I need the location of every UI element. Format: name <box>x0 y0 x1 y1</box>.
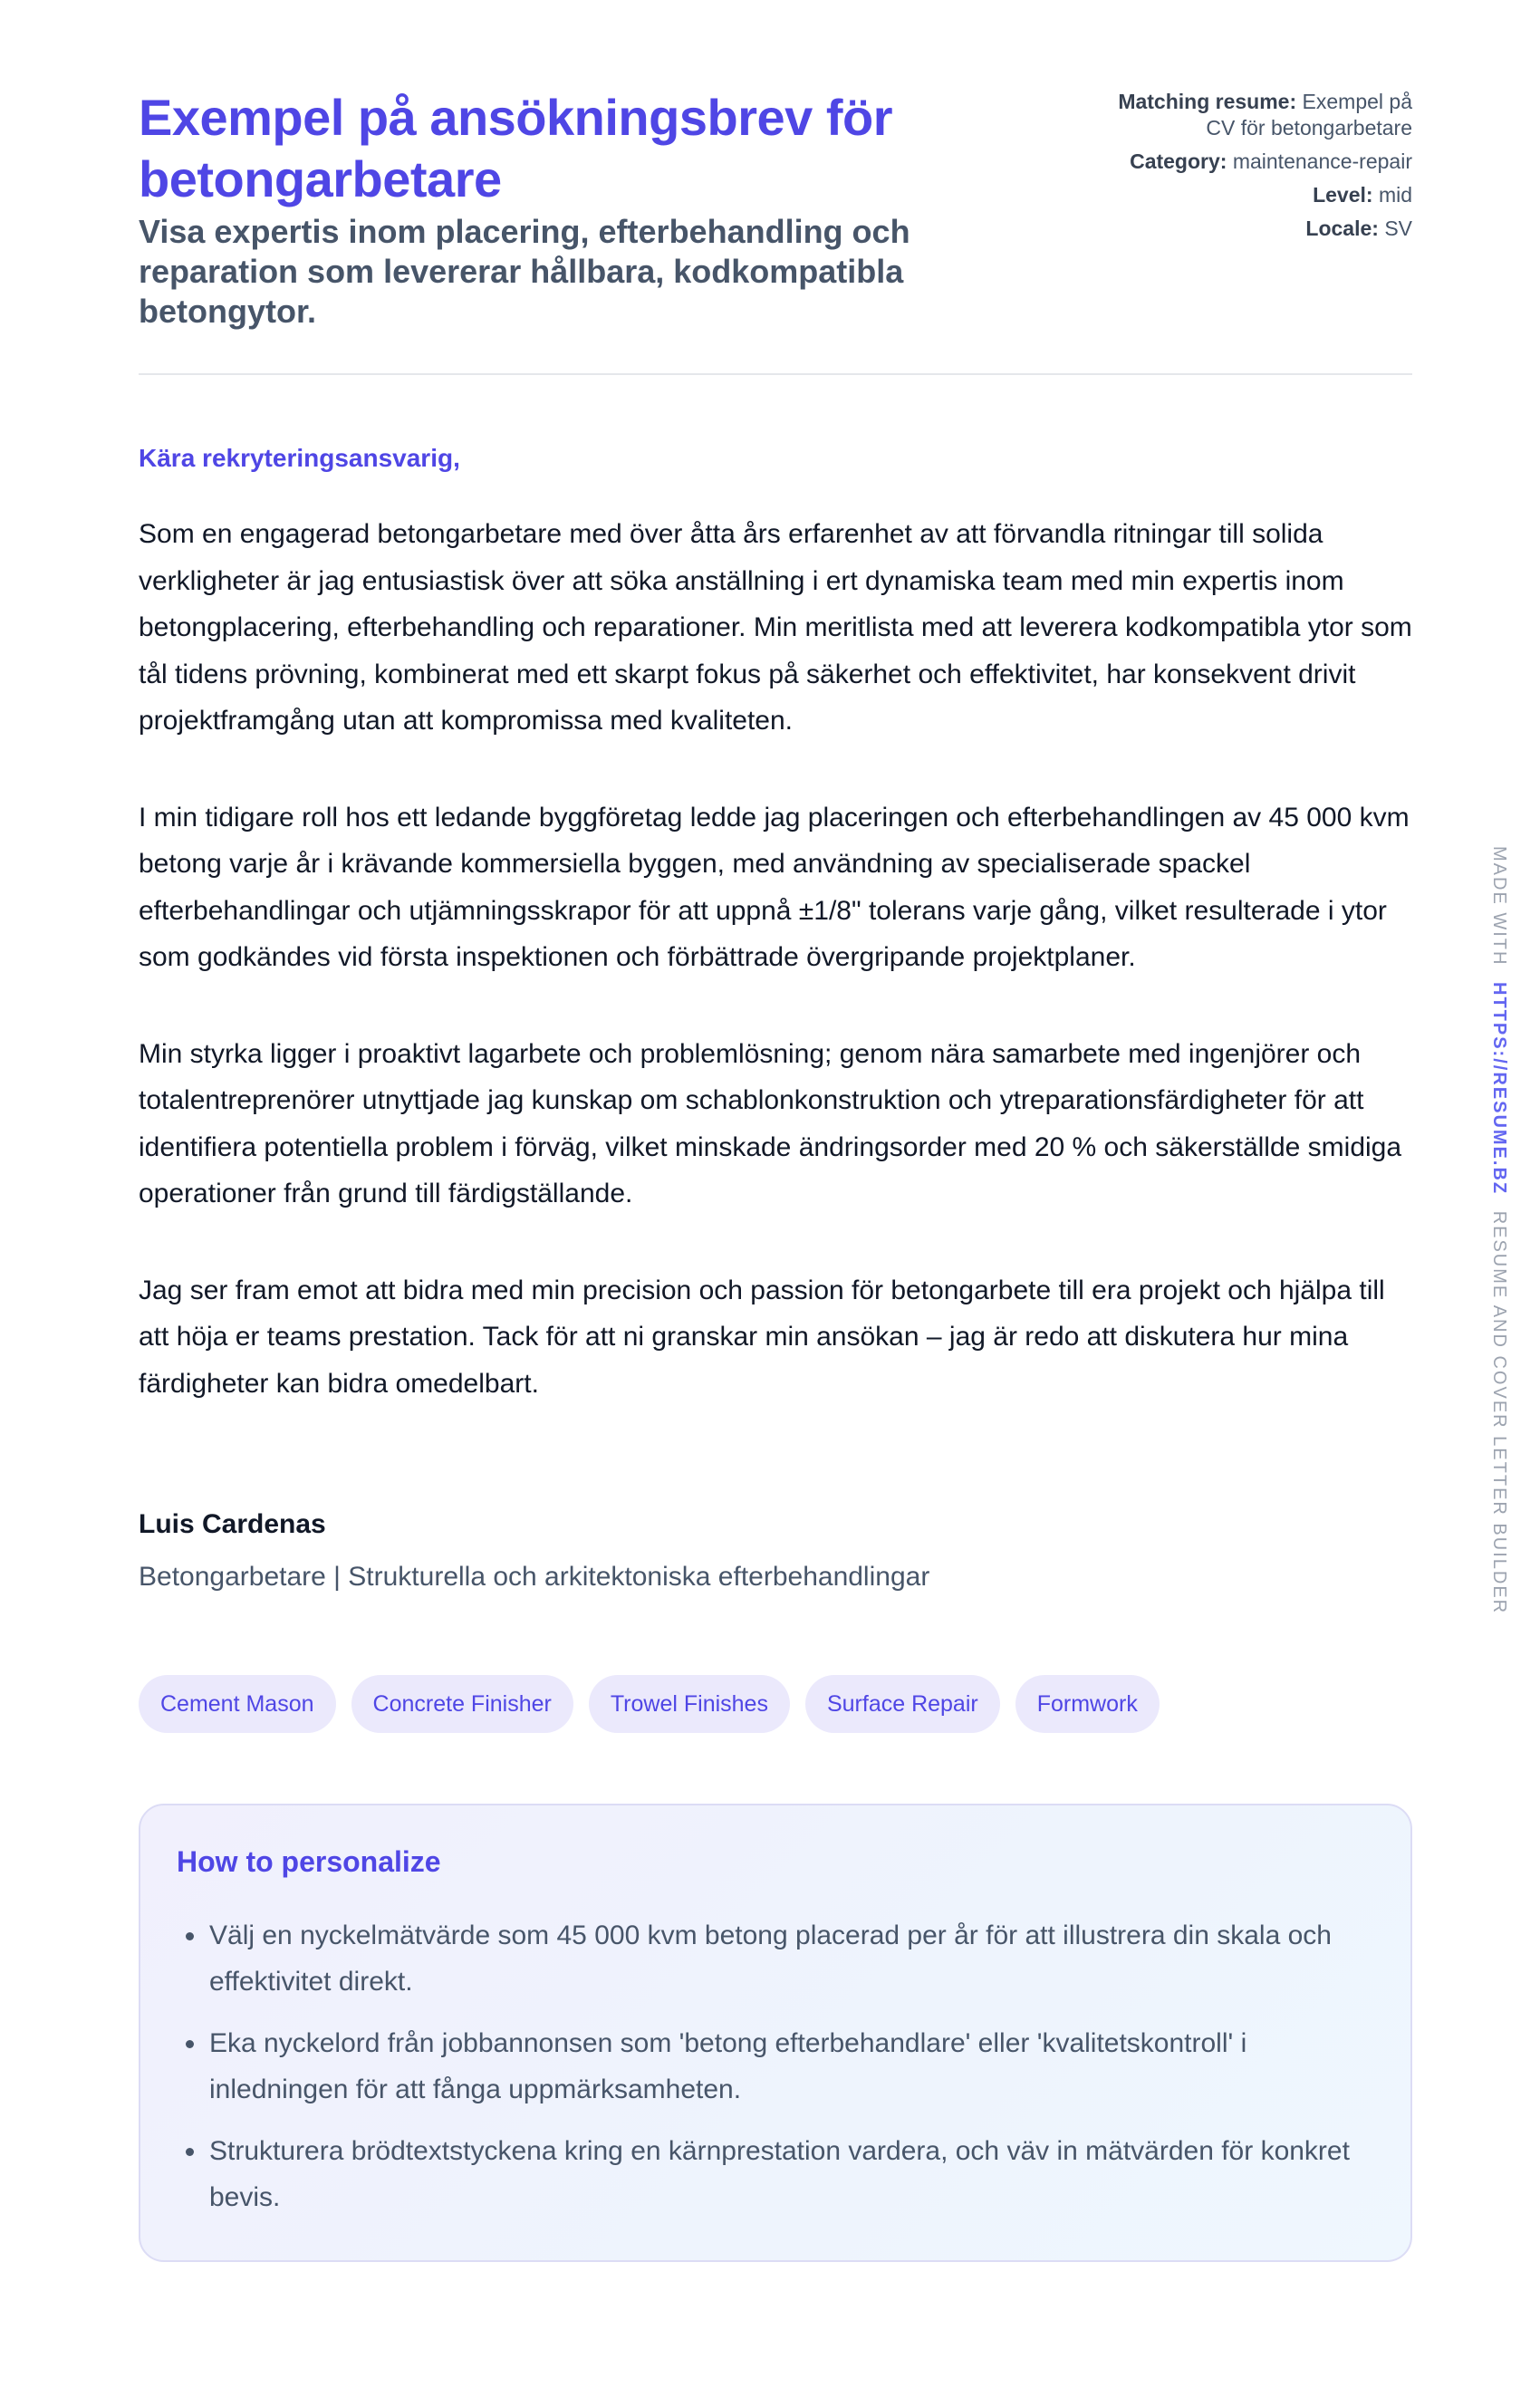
tips-item-text: Välj en nyckelmätvärde som 45 000 kvm betong placerad per år för att illustrera din skala och effektivitet direkt. <box>209 1920 1332 1997</box>
letter-paragraph: I min tidigare roll hos ett ledande byggföretag ledde jag placeringen och efterbehandlingen av 45 000 kvm betong varje år i krävande kommersiella byggen, med användning av specialiserade spackel efterbehandlingar och utjämningsskrapor för att uppnå ±1/8" tolerans varje gång, vilket resulterade i ytor som godkändes vid första inspektionen och förbättrade övergripande projektplaner. <box>139 802 1410 972</box>
page-subtitle: Visa expertis inom placering, efterbehandling och reparation som levererar hållbara, kodkompatibla betongytor. <box>139 213 910 330</box>
skill-tag: Concrete Finisher <box>351 1675 573 1733</box>
cover-letter <box>139 442 1412 1595</box>
meta-level <box>1104 182 1412 208</box>
page-header <box>139 87 1412 375</box>
signature-name: Luis Cardenas <box>139 1509 326 1539</box>
skill-tag: Formwork <box>1015 1675 1160 1733</box>
watermark-link[interactable]: HTTPS://RESUME.BZ <box>1489 982 1509 1196</box>
tips-item-text: Strukturera brödtextstyckena kring en kärnprestation vardera, och väv in mätvärden för konkret bevis. <box>209 2136 1350 2212</box>
tips-list <box>177 1912 1372 2220</box>
watermark-suffix: RESUME AND COVER LETTER BUILDER <box>1489 1210 1509 1615</box>
meta-category <box>1104 149 1412 175</box>
meta-key: Matching resume: <box>1118 90 1297 113</box>
letter-paragraph: Jag ser fram emot att bidra med min precision och passion för betongarbete till era projekt och hjälpa till att höja er teams prestation. Tack för att ni granskar min ansökan – jag är redo att diskutera hur mina färdigheter kan bidra omedelbart. <box>139 1275 1385 1399</box>
skill-tag: Cement Mason <box>139 1675 336 1733</box>
side-watermark <box>1486 846 1513 1615</box>
signature <box>139 1507 1412 1595</box>
skill-tag: Surface Repair <box>805 1675 1000 1733</box>
content <box>139 87 1412 2262</box>
bullet-icon <box>186 2148 194 2156</box>
meta-value: SV <box>1384 217 1412 240</box>
watermark-prefix: MADE WITH <box>1489 846 1509 967</box>
signature-title: Betongarbetare | Strukturella och arkitektoniska efterbehandlingar <box>139 1562 930 1592</box>
skill-tags <box>139 1675 1412 1733</box>
letter-paragraph: Min styrka ligger i proaktivt lagarbete och problemlösning; genom nära samarbete med ingenjörer och totalentreprenörer utnyttjade jag kunskap om schablonkonstruktion och ytreparationsfärdigheter för att identifiera potentiella problem i förväg, vilket minskade ändringsorder med 20 % och säkerställde smidiga operationer från grund till färdigställande. <box>139 1038 1402 1208</box>
tips-item <box>177 1912 1372 2005</box>
meta-key: Locale: <box>1305 217 1379 240</box>
side-watermark-text <box>1486 846 1513 1614</box>
meta-locale <box>1104 216 1412 242</box>
page-title: Exempel på ansökningsbrev för betongarbetare <box>139 89 892 207</box>
salutation: Kära rekryteringsansvarig, <box>139 444 460 472</box>
bullet-icon <box>186 2040 194 2048</box>
meta-value: maintenance-repair <box>1232 149 1412 173</box>
meta-key: Level: <box>1313 183 1373 207</box>
personalize-tips-card <box>139 1804 1412 2262</box>
tips-item-text: Eka nyckelord från jobbannonsen som 'betong efterbehandlare' eller 'kvalitetskontroll' i inledningen för att fånga uppmärksamheten. <box>209 2028 1247 2104</box>
skill-tag: Trowel Finishes <box>589 1675 790 1733</box>
tips-title: How to personalize <box>177 1845 441 1878</box>
letter-paragraph: Som en engagerad betongarbetare med över åtta års erfarenhet av att förvandla ritningar till solida verkligheter är jag entusiastisk över att söka anställning i ert dynamiska team med min expertis inom betongplacering, efterbehandling och reparationer. Min meritlista med att leverera kodkompatibla ytor som tål tidens prövning, kombinerat med ett skarpt fokus på säkerhet och effektivitet, har konsekvent drivit projektframgång utan att kompromissa med kvaliteten. <box>139 519 1412 736</box>
tips-item <box>177 2128 1372 2220</box>
meta-key: Category: <box>1130 149 1227 173</box>
header-left <box>139 87 981 332</box>
bullet-icon <box>186 1932 194 1940</box>
tips-item <box>177 2020 1372 2113</box>
meta-panel <box>1104 89 1412 249</box>
meta-value: mid <box>1378 183 1412 207</box>
meta-matching-resume <box>1104 89 1412 141</box>
meta-value: Exempel på CV för betongarbetare <box>1206 90 1412 140</box>
